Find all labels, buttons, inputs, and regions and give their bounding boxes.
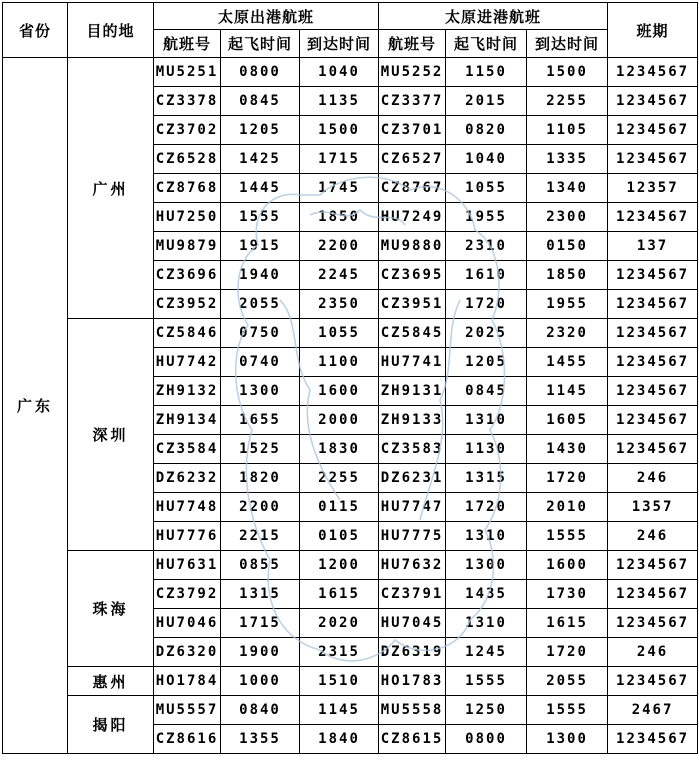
in-depart-cell: 1055 (446, 174, 527, 203)
header-inbound: 太原进港航班 (379, 3, 608, 30)
schedule-cell: 1234567 (608, 667, 698, 696)
header-in-arrive: 到达时间 (527, 30, 608, 58)
out-arrive-cell: 1600 (300, 377, 379, 406)
in-depart-cell: 2025 (446, 319, 527, 348)
schedule-cell: 1234567 (608, 406, 698, 435)
out-depart-cell: 2215 (221, 522, 300, 551)
in-arrive-cell: 2055 (527, 667, 608, 696)
flight-row (3, 58, 698, 87)
in-flight-no-cell: HU7249 (379, 203, 446, 232)
out-arrive-cell: 1745 (300, 174, 379, 203)
out-flight-no-cell: MU5557 (154, 696, 221, 725)
in-flight-no-cell: HU7045 (379, 609, 446, 638)
header-out-flight-no: 航班号 (154, 30, 221, 58)
schedule-cell: 137 (608, 232, 698, 261)
out-arrive-cell: 2315 (300, 638, 379, 667)
in-depart-cell: 1040 (446, 145, 527, 174)
in-flight-no-cell: DZ6231 (379, 464, 446, 493)
in-arrive-cell: 1430 (527, 435, 608, 464)
out-flight-no-cell: HU7776 (154, 522, 221, 551)
header-destination: 目的地 (68, 3, 154, 58)
in-flight-no-cell: HU7741 (379, 348, 446, 377)
in-depart-cell: 1205 (446, 348, 527, 377)
out-flight-no-cell: DZ6232 (154, 464, 221, 493)
out-arrive-cell: 2200 (300, 232, 379, 261)
out-flight-no-cell: CZ6528 (154, 145, 221, 174)
in-arrive-cell: 1600 (527, 551, 608, 580)
out-flight-no-cell: HU7748 (154, 493, 221, 522)
in-arrive-cell: 1955 (527, 290, 608, 319)
schedule-cell: 1234567 (608, 725, 698, 754)
in-depart-cell: 1310 (446, 609, 527, 638)
in-flight-no-cell: CZ3583 (379, 435, 446, 464)
flight-row (3, 667, 698, 696)
out-arrive-cell: 1830 (300, 435, 379, 464)
in-arrive-cell: 1720 (527, 464, 608, 493)
out-depart-cell: 1525 (221, 435, 300, 464)
out-depart-cell: 1915 (221, 232, 300, 261)
out-arrive-cell: 1145 (300, 696, 379, 725)
in-flight-no-cell: MU5558 (379, 696, 446, 725)
out-flight-no-cell: DZ6320 (154, 638, 221, 667)
out-depart-cell: 1655 (221, 406, 300, 435)
in-depart-cell: 0820 (446, 116, 527, 145)
out-flight-no-cell: HU7250 (154, 203, 221, 232)
out-arrive-cell: 1040 (300, 58, 379, 87)
in-flight-no-cell: CZ3377 (379, 87, 446, 116)
out-flight-no-cell: CZ3792 (154, 580, 221, 609)
destination-cell: 深圳 (68, 319, 154, 551)
out-arrive-cell: 1715 (300, 145, 379, 174)
in-depart-cell: 1720 (446, 290, 527, 319)
out-flight-no-cell: CZ3952 (154, 290, 221, 319)
out-arrive-cell: 2020 (300, 609, 379, 638)
out-flight-no-cell: ZH9134 (154, 406, 221, 435)
in-depart-cell: 1130 (446, 435, 527, 464)
out-arrive-cell: 1840 (300, 725, 379, 754)
out-flight-no-cell: HO1784 (154, 667, 221, 696)
in-arrive-cell: 2300 (527, 203, 608, 232)
schedule-cell: 1234567 (608, 580, 698, 609)
in-depart-cell: 1310 (446, 522, 527, 551)
out-depart-cell: 1205 (221, 116, 300, 145)
out-flight-no-cell: CZ8768 (154, 174, 221, 203)
in-depart-cell: 1245 (446, 638, 527, 667)
in-flight-no-cell: CZ3701 (379, 116, 446, 145)
schedule-cell: 1234567 (608, 319, 698, 348)
schedule-cell: 1234567 (608, 348, 698, 377)
in-arrive-cell: 1730 (527, 580, 608, 609)
out-arrive-cell: 2350 (300, 290, 379, 319)
out-flight-no-cell: HU7046 (154, 609, 221, 638)
header-row (3, 3, 698, 30)
in-flight-no-cell: CZ3951 (379, 290, 446, 319)
in-depart-cell: 2015 (446, 87, 527, 116)
in-depart-cell: 1610 (446, 261, 527, 290)
out-flight-no-cell: CZ3584 (154, 435, 221, 464)
in-depart-cell: 1955 (446, 203, 527, 232)
schedule-cell: 1234567 (608, 290, 698, 319)
out-flight-no-cell: HU7742 (154, 348, 221, 377)
in-flight-no-cell: MU5252 (379, 58, 446, 87)
in-flight-no-cell: HU7632 (379, 551, 446, 580)
in-arrive-cell: 1605 (527, 406, 608, 435)
out-depart-cell: 1315 (221, 580, 300, 609)
out-arrive-cell: 0105 (300, 522, 379, 551)
schedule-cell: 1234567 (608, 58, 698, 87)
header-schedule: 班期 (608, 3, 698, 58)
out-flight-no-cell: CZ3696 (154, 261, 221, 290)
in-depart-cell: 1300 (446, 551, 527, 580)
schedule-cell: 1234567 (608, 116, 698, 145)
destination-cell: 珠海 (68, 551, 154, 667)
out-depart-cell: 0855 (221, 551, 300, 580)
out-depart-cell: 1900 (221, 638, 300, 667)
in-flight-no-cell: HU7747 (379, 493, 446, 522)
in-flight-no-cell: DZ6319 (379, 638, 446, 667)
schedule-cell: 1234567 (608, 377, 698, 406)
schedule-cell: 1234567 (608, 145, 698, 174)
out-depart-cell: 0750 (221, 319, 300, 348)
schedule-cell: 246 (608, 522, 698, 551)
out-arrive-cell: 2255 (300, 464, 379, 493)
out-depart-cell: 1445 (221, 174, 300, 203)
in-depart-cell: 1150 (446, 58, 527, 87)
destination-cell: 惠州 (68, 667, 154, 696)
header-province: 省份 (3, 3, 68, 58)
header-outbound: 太原出港航班 (154, 3, 379, 30)
in-arrive-cell: 1145 (527, 377, 608, 406)
out-depart-cell: 1425 (221, 145, 300, 174)
header-in-flight-no: 航班号 (379, 30, 446, 58)
province-cell: 广东 (3, 58, 68, 754)
out-flight-no-cell: CZ8616 (154, 725, 221, 754)
in-arrive-cell: 1500 (527, 58, 608, 87)
in-depart-cell: 0845 (446, 377, 527, 406)
out-depart-cell: 1300 (221, 377, 300, 406)
schedule-cell: 1234567 (608, 87, 698, 116)
out-depart-cell: 0740 (221, 348, 300, 377)
in-depart-cell: 1310 (446, 406, 527, 435)
flight-row (3, 696, 698, 725)
out-arrive-cell: 1200 (300, 551, 379, 580)
out-flight-no-cell: CZ5846 (154, 319, 221, 348)
in-flight-no-cell: ZH9133 (379, 406, 446, 435)
out-depart-cell: 1355 (221, 725, 300, 754)
schedule-cell: 2467 (608, 696, 698, 725)
schedule-cell: 1234567 (608, 435, 698, 464)
out-flight-no-cell: CZ3702 (154, 116, 221, 145)
out-depart-cell: 1940 (221, 261, 300, 290)
schedule-cell: 1234567 (608, 609, 698, 638)
in-arrive-cell: 1555 (527, 522, 608, 551)
in-arrive-cell: 2255 (527, 87, 608, 116)
schedule-cell: 1357 (608, 493, 698, 522)
header-in-depart: 起飞时间 (446, 30, 527, 58)
in-depart-cell: 0800 (446, 725, 527, 754)
in-arrive-cell: 1335 (527, 145, 608, 174)
in-arrive-cell: 1455 (527, 348, 608, 377)
schedule-cell: 12357 (608, 174, 698, 203)
in-depart-cell: 1315 (446, 464, 527, 493)
flight-row (3, 551, 698, 580)
out-arrive-cell: 2245 (300, 261, 379, 290)
in-flight-no-cell: HU7775 (379, 522, 446, 551)
in-depart-cell: 1435 (446, 580, 527, 609)
out-arrive-cell: 0115 (300, 493, 379, 522)
in-depart-cell: 1555 (446, 667, 527, 696)
in-depart-cell: 2310 (446, 232, 527, 261)
in-arrive-cell: 1555 (527, 696, 608, 725)
out-depart-cell: 0845 (221, 87, 300, 116)
schedule-cell: 246 (608, 638, 698, 667)
out-depart-cell: 1000 (221, 667, 300, 696)
in-arrive-cell: 1850 (527, 261, 608, 290)
schedule-cell: 1234567 (608, 261, 698, 290)
in-arrive-cell: 1340 (527, 174, 608, 203)
out-arrive-cell: 2000 (300, 406, 379, 435)
in-flight-no-cell: CZ8615 (379, 725, 446, 754)
schedule-cell: 1234567 (608, 203, 698, 232)
destination-cell: 揭阳 (68, 696, 154, 754)
in-flight-no-cell: CZ5845 (379, 319, 446, 348)
flight-row (3, 319, 698, 348)
out-flight-no-cell: HU7631 (154, 551, 221, 580)
in-flight-no-cell: HO1783 (379, 667, 446, 696)
in-flight-no-cell: CZ6527 (379, 145, 446, 174)
in-arrive-cell: 1300 (527, 725, 608, 754)
in-arrive-cell: 2320 (527, 319, 608, 348)
header-out-arrive: 到达时间 (300, 30, 379, 58)
out-flight-no-cell: CZ3378 (154, 87, 221, 116)
in-depart-cell: 1720 (446, 493, 527, 522)
out-arrive-cell: 1055 (300, 319, 379, 348)
out-arrive-cell: 1510 (300, 667, 379, 696)
in-flight-no-cell: CZ8767 (379, 174, 446, 203)
in-arrive-cell: 1105 (527, 116, 608, 145)
out-flight-no-cell: MU9879 (154, 232, 221, 261)
schedule-cell: 1234567 (608, 551, 698, 580)
in-arrive-cell: 2010 (527, 493, 608, 522)
out-arrive-cell: 1135 (300, 87, 379, 116)
out-depart-cell: 0800 (221, 58, 300, 87)
out-arrive-cell: 1615 (300, 580, 379, 609)
out-arrive-cell: 1850 (300, 203, 379, 232)
out-depart-cell: 2055 (221, 290, 300, 319)
out-depart-cell: 1715 (221, 609, 300, 638)
out-depart-cell: 1555 (221, 203, 300, 232)
in-arrive-cell: 1720 (527, 638, 608, 667)
in-depart-cell: 1250 (446, 696, 527, 725)
out-flight-no-cell: MU5251 (154, 58, 221, 87)
in-arrive-cell: 0150 (527, 232, 608, 261)
in-flight-no-cell: ZH9131 (379, 377, 446, 406)
in-flight-no-cell: CZ3695 (379, 261, 446, 290)
out-depart-cell: 2200 (221, 493, 300, 522)
in-flight-no-cell: CZ3791 (379, 580, 446, 609)
flight-schedule-table (2, 2, 698, 754)
out-arrive-cell: 1500 (300, 116, 379, 145)
in-flight-no-cell: MU9880 (379, 232, 446, 261)
out-depart-cell: 0840 (221, 696, 300, 725)
out-flight-no-cell: ZH9132 (154, 377, 221, 406)
schedule-cell: 246 (608, 464, 698, 493)
out-depart-cell: 1820 (221, 464, 300, 493)
in-arrive-cell: 1615 (527, 609, 608, 638)
destination-cell: 广州 (68, 58, 154, 319)
header-out-depart: 起飞时间 (221, 30, 300, 58)
out-arrive-cell: 1100 (300, 348, 379, 377)
